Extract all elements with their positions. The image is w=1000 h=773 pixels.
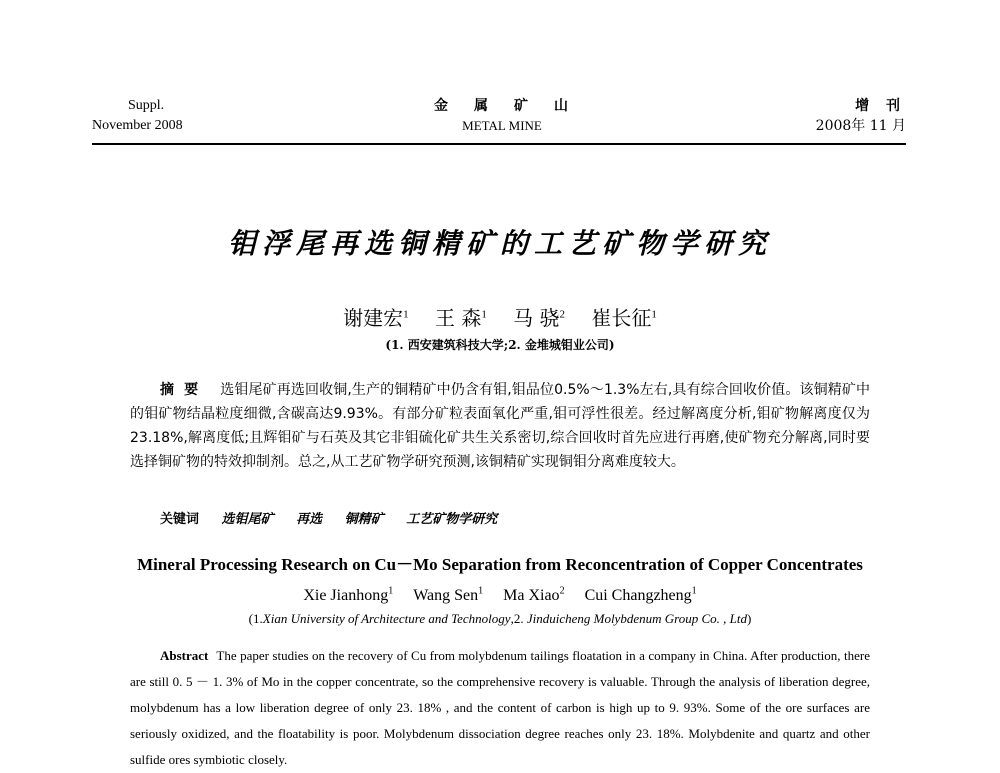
author-en: Cui Changzheng$^1$ [584,586,697,605]
authors-cn [0,302,1000,331]
author-en: Xie Jianhong$^1$ [303,586,394,605]
keyword-cn: 铜精矿 [344,512,384,527]
header-left [92,96,183,136]
keyword-cn: 选钼尾矿 [221,512,274,527]
keyword-cn: 工艺矿物学研究 [406,512,498,527]
keywords-cn [160,508,860,527]
header-date-cn: 2008年 11 月 [815,118,906,134]
journal-name-cn [422,96,582,116]
affiliation-cn: (1. 西安建筑科技大学;2. 金堆城钼业公司) [385,338,615,352]
header-rule [92,143,906,145]
journal-char: 金 [434,98,450,114]
journal-name-en: METAL MINE [462,118,542,133]
affiliation-en: (1.Xian University of Architecture and Technology,2. Jinduicheng Molybdenum Group Co. , Ltd) [248,611,752,626]
header-suppl: Suppl. [128,98,165,113]
abstract-cn-text: 选钼尾矿再选回收铜,生产的铜精矿中仍含有钼,钼品位0.5%～1.3%左右,具有综合回收价值。该铜精矿中的钼矿物结晶粒度细微,含碳高达9.93%。有部分矿粒表面氧化严重,钼可浮性很差。经过解离度分析,钼矿物解离度仅为23.18%,解离度低;且辉钼矿与石英及其它非钼硫化矿共生关系密切,综合回收时首先应进行再磨,使矿物充分解离,同时要选择铜矿物的特效抑制剂。总之,从工艺矿物学研究预测,该铜精矿实现铜钼分离难度较大。 [130,382,871,470]
header-center [422,96,582,136]
journal-char: 山 [554,98,570,114]
authors-en [0,586,1000,605]
abstract-en-text: The paper studies on the recovery of Cu from molybdenum tailings floatation in a company in China. After production, there are still 0. 5 － 1. 3% of Mo in the copper concentrate, so the comprehensive recovery is valuable. Through the analysis of liberation degree, molybdenum has a low liberation degree of only 23. 18% , and the content of carbon is high up to 9. 93%. Some of the ore surfaces are seriously oxidized, and the floatability is poor. Molybdenum dissociation degree reaches only 23. 18%. Molybdenite and quartz and other sulfide ores symbiotic closely. [130,648,870,767]
author-en: Wang Sen$^1$ [413,586,484,605]
journal-char: 矿 [514,98,530,114]
header-suppl-cn: 增 刊 [855,98,906,114]
abstract-en-label: Abstract [160,648,209,663]
affiliation-org-1: Xian University of Architecture and Technology [262,611,511,626]
header-date-en: November 2008 [92,118,183,133]
header-right [816,96,906,136]
abstract-cn-label: 摘要 [160,382,209,398]
affiliation-org-2: Jinduicheng Molybdenum Group Co. , Ltd [526,611,747,626]
running-header [92,96,906,146]
paper-title-en: Mineral Processing Research on Cu－Mo Separation from Reconcentration of Copper Concentrates [137,555,863,574]
abstract-en [130,643,870,773]
author-en: Ma Xiao$^2$ [503,586,565,605]
author-cn: 马 骁$^2$ [513,306,566,330]
author-cn: 崔长征$^1$ [591,306,657,330]
keywords-cn-label: 关键词 [160,512,200,527]
abstract-cn [130,378,870,474]
paper-title-cn: 钼浮尾再选铜精矿的工艺矿物学研究 [227,227,772,260]
author-cn: 谢建宏$^1$ [343,306,409,330]
keyword-cn: 再选 [296,512,323,527]
author-cn: 王 森$^1$ [434,306,487,330]
journal-char: 属 [474,98,490,114]
